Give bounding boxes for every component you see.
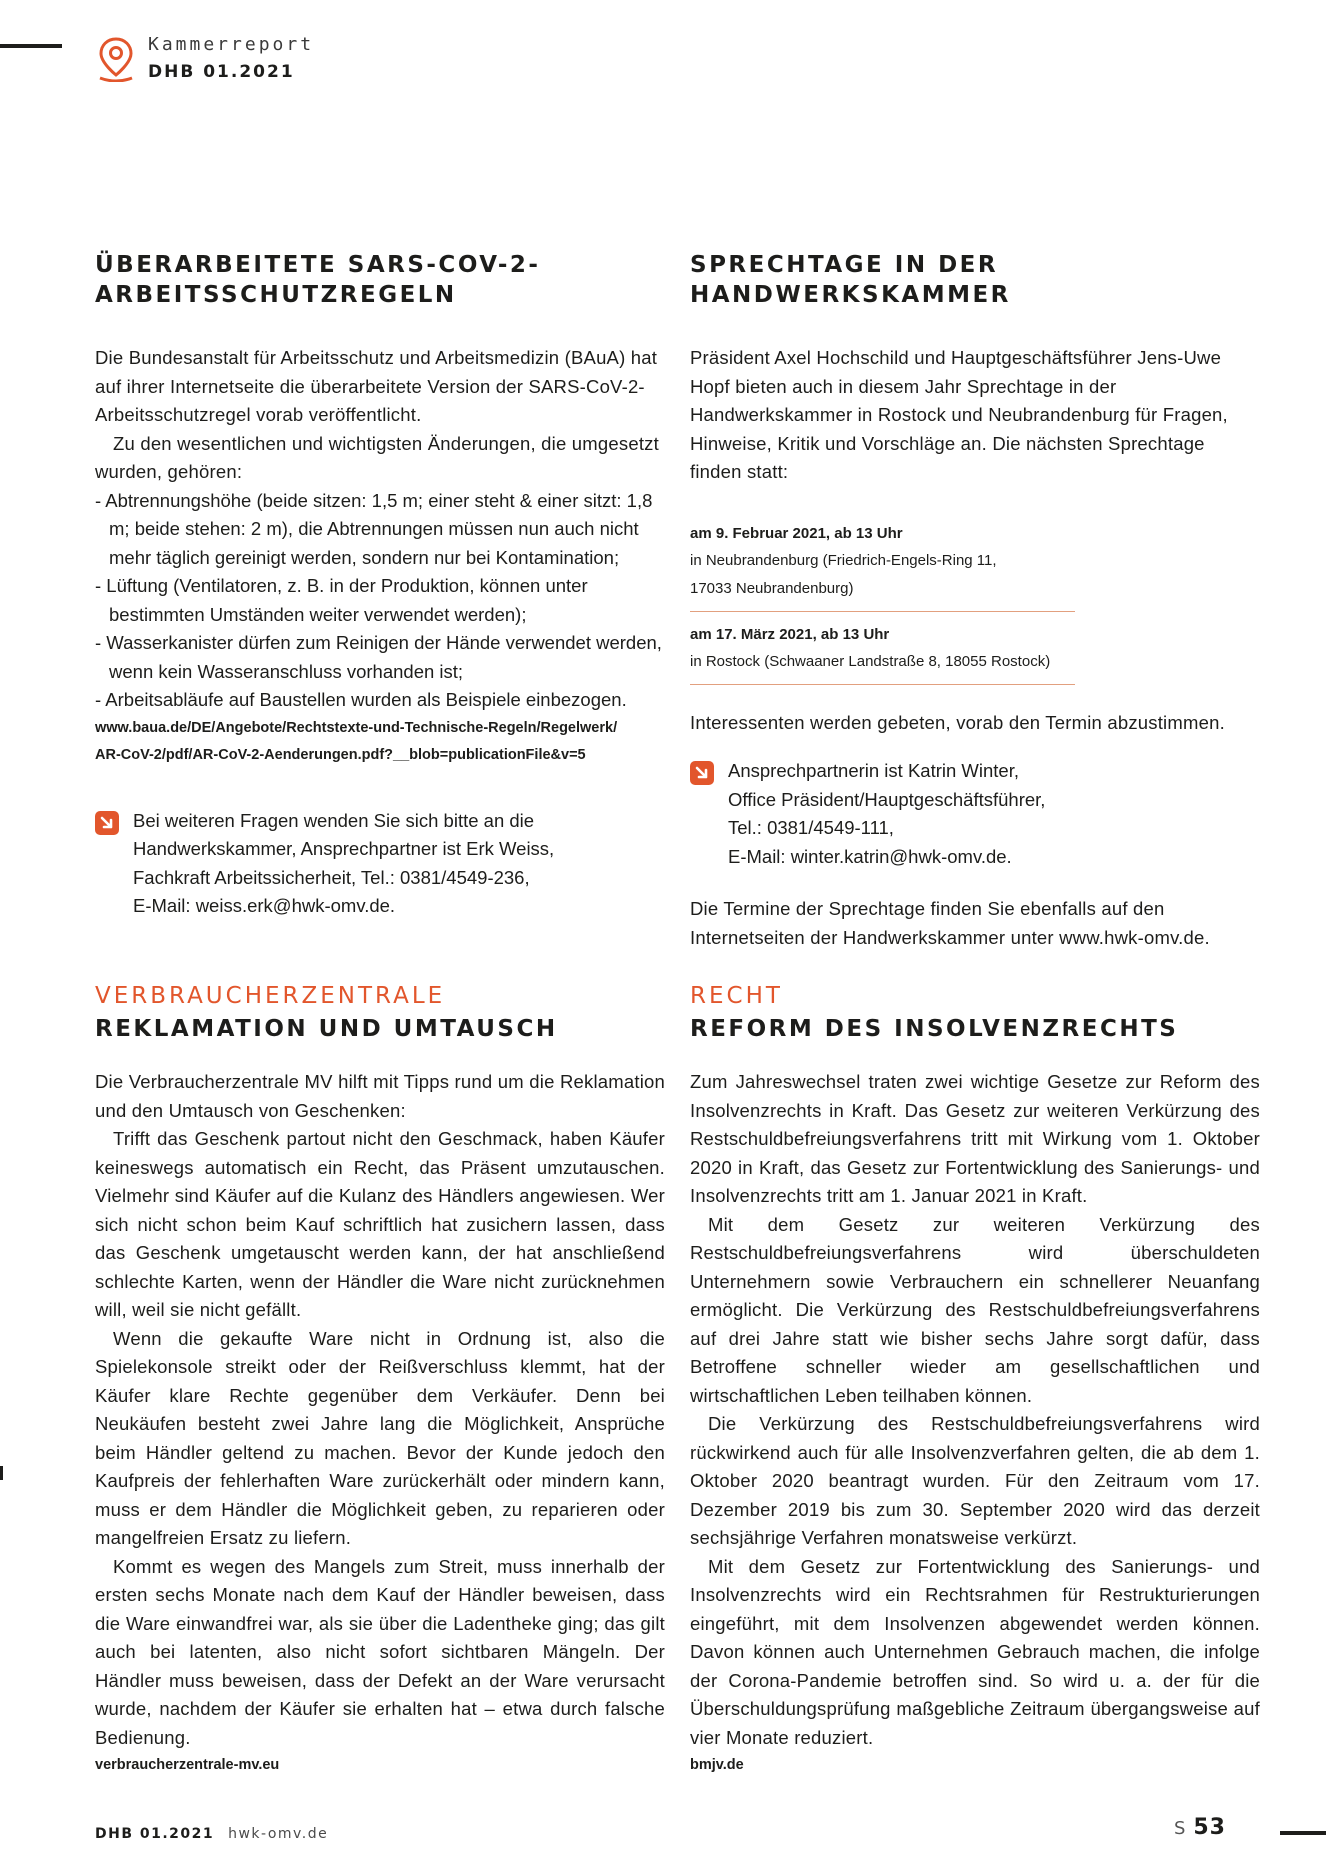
note-line: Office Präsident/Hauptgeschäftsführer, [728, 788, 1046, 810]
article-intro: Die Bundesanstalt für Arbeitsschutz und Arbeitsmedizin (BAuA) hat auf ihrer Internetseite die überarbeitete Version der SARS-CoV-2-Arbeitsschutzregel vorab veröffentlicht. [95, 347, 658, 425]
article-intro: Präsident Axel Hochschild und Hauptgeschäftsführer Jens-Uwe Hopf bieten auch in diesem Jahr Sprechtage in der Handwerkskammer in Rostock und Neubrandenburg für Fragen, Hinweise, Kritik und Vorschläge an. Die nächsten Sprechtage finden statt: [690, 347, 1228, 482]
note-line: Fachkraft Arbeitssicherheit, Tel.: 0381/4549-236, [133, 866, 530, 888]
article-title: REFORM DES INSOLVENZRECHTS [690, 1016, 1179, 1042]
section-label: Kammerreport [148, 34, 315, 55]
note-line: E-Mail: weiss.erk@hwk-omv.de. [133, 895, 396, 916]
date-when: am 17. März 2021, ab 13 Uhr [690, 625, 890, 643]
source-link[interactable]: bmjv.de [690, 1757, 744, 1773]
arrow-box-icon [95, 811, 119, 835]
article-sprechtage [690, 250, 1260, 952]
date-where: in Neubrandenburg (Friedrich-Engels-Ring 11, [690, 551, 997, 569]
article-kicker: VERBRAUCHERZENTRALE [95, 983, 446, 1009]
list-item: - Arbeitsabläufe auf Baustellen wurden als Beispiele einbezogen. [95, 689, 627, 710]
issue-label: DHB 01.2021 [148, 62, 295, 82]
contact-note [95, 807, 665, 921]
article-paragraph: Zu den wesentlichen und wichtigsten Änderungen, die umgesetzt wurden, gehören: [95, 432, 659, 482]
article-paragraph: Zum Jahreswechsel traten zwei wichtige Gesetze zur Reform des Insolvenzrechts in Kraft. Das Gesetz zur weiteren Verkürzung des Restschuldbefreiungsverfahrens tritt mit Wirkung vom 1. Oktober 2020 in Kraft, das Gesetz zur Fortentwicklung des Sanierungs- und Insolvenzrechts tritt am 1. Januar 2021 in Kraft. [690, 1071, 1260, 1206]
footer-issue: DHB 01.2021 [95, 1826, 215, 1842]
footer-left [95, 1826, 328, 1842]
page-number [1174, 1815, 1226, 1840]
article-paragraph: Die Verbraucherzentrale MV hilft mit Tipps rund um die Reklamation und den Umtausch von Geschenken: [95, 1071, 665, 1121]
header-rule [0, 44, 62, 48]
list-item: - Abtrennungshöhe (beide sitzen: 1,5 m; einer steht & einer sitzt: 1,8 m; beide stehen: 2 m), die Abtrennungen müssen nun auch nicht mehr täglich gereinigt werden, sondern nur bei Kontamination; [95, 489, 653, 568]
article-verbraucherzentrale [95, 980, 665, 1779]
article-paragraph: Die Verkürzung des Restschuldbefreiungsverfahrens wird rückwirkend auch für alle Insolvenzverfahren gelten, die ab dem 1. Oktober 2020 beantragt wurden. Für den Zeitraum vom 17. Dezember 2019 bis zum 30. September 2020 wird das derzeit sechsjährige Verfahren monatsweise verkürzt. [690, 1413, 1260, 1548]
page-number-value: 53 [1193, 1815, 1226, 1840]
note-line: Tel.: 0381/4549-111, [728, 817, 894, 838]
request-text: Interessenten werden gebeten, vorab den Termin abzustimmen. [690, 711, 1225, 733]
date-when: am 9. Februar 2021, ab 13 Uhr [690, 524, 903, 542]
source-link[interactable]: verbraucherzentrale-mv.eu [95, 1757, 280, 1773]
footer-rule [1280, 1831, 1326, 1835]
dates-list [690, 517, 1075, 685]
note-line: Ansprechpartnerin ist Katrin Winter, [728, 760, 1019, 781]
note-line: Handwerkskammer, Ansprechpartner ist Erk Weiss, [133, 838, 555, 859]
margin-mark [0, 1466, 3, 1480]
article-paragraph: Trifft das Geschenk partout nicht den Geschmack, haben Käufer keineswegs automatisch ein Recht, das Präsent umzutauschen. Vielmehr sind Käufer auf die Kulanz des Händlers angewiesen. Wer sich nicht schon beim Kauf schriftlich hat zusichern lassen, dass das Geschenk umgetauscht werden kann, der hat anschließend schlechte Karten, wenn der Händler die Ware nicht zurücknehmen will, weil sie nicht gefällt. [95, 1128, 665, 1320]
article-paragraph: Wenn die gekaufte Ware nicht in Ordnung ist, also die Spielekonsole streikt oder der Reißverschluss klemmt, hat der Käufer klare Rechte gegenüber dem Verkäufer. Denn bei Neukäufen besteht zwei Jahre lang die Möglichkeit, Ansprüche beim Händler geltend zu machen. Bevor der Kunde jedoch den Kaufpreis der fehlerhaften Ware zurückerhält oder mindern kann, muss er dem Händler die Möglichkeit geben, zu reparieren oder mangelfreien Ersatz zu liefern. [95, 1327, 665, 1548]
footer-site[interactable]: hwk-omv.de [228, 1826, 329, 1842]
location-pin-icon [96, 36, 136, 82]
page-prefix: S [1173, 1818, 1188, 1839]
contact-note [690, 757, 1260, 871]
article-title: REKLAMATION UND UMTAUSCH [95, 1016, 558, 1042]
source-link[interactable]: www.baua.de/DE/Angebote/Rechtstexte-und-Technische-Regeln/Regelwerk/ AR-CoV-2/pdf/AR-CoV-2-Aenderungen.pdf?__blob=publicationFile&v=5 [95, 719, 618, 763]
article-title: ÜBERARBEITETE SARS-COV-2- ARBEITSSCHUTZREGELN [95, 252, 541, 308]
list-item: - Wasserkanister dürfen zum Reinigen der Hände verwendet werden, wenn kein Wasseranschluss vorhanden ist; [95, 632, 662, 682]
date-entry [690, 618, 1075, 685]
article-kicker: RECHT [690, 983, 783, 1009]
note-line: Bei weiteren Fragen wenden Sie sich bitte an die [133, 809, 535, 831]
article-title: SPRECHTAGE IN DER HANDWERKSKAMMER [690, 252, 1011, 308]
article-paragraph: Mit dem Gesetz zur Fortentwicklung des Sanierungs- und Insolvenzrechts wird ein Rechtsrahmen für Restrukturierungen eingeführt, mit dem Insolvenzen abgewendet werden können. Davon können auch Unternehmen Gebrauch machen, die infolge der Corona-Pandemie betroffen sind. So wird u. a. der für die Überschuldungsprüfung maßgebliche Zeitraum übergangsweise auf vier Monate reduziert. [690, 1555, 1260, 1748]
article-sars-cov2 [95, 250, 665, 921]
note-line: E-Mail: winter.katrin@hwk-omv.de. [728, 845, 1012, 867]
date-where: 17033 Neubrandenburg) [690, 579, 854, 597]
article-insolvenzrecht [690, 980, 1260, 1779]
arrow-box-icon [690, 761, 714, 785]
date-entry [690, 517, 1075, 612]
date-where: in Rostock (Schwaaner Landstraße 8, 18055 Rostock) [690, 652, 1051, 670]
closing-text: Die Termine der Sprechtage finden Sie ebenfalls auf den Internetseiten der Handwerkskammer unter www.hwk-omv.de. [690, 898, 1210, 948]
change-list [95, 487, 665, 715]
list-item: - Lüftung (Ventilatoren, z. B. in der Produktion, können unter bestimmten Umständen weiter verwendet werden); [95, 575, 588, 625]
article-paragraph: Mit dem Gesetz zur weiteren Verkürzung des Restschuldbefreiungsverfahrens wird überschuldeten Unternehmern sowie Verbrauchern ein schnellerer Neuanfang ermöglicht. Die Verkürzung des Restschuldbefreiungsverfahrens auf drei Jahre statt wie bisher sechs Jahre sorgt dafür, dass Betroffene schneller wieder am gesellschaftlichen und wirtschaftlichen Leben teilhaben können. [690, 1213, 1260, 1406]
article-paragraph: Kommt es wegen des Mangels zum Streit, muss innerhalb der ersten sechs Monate nach dem Kauf der Händler beweisen, dass die Ware einwandfrei war, als sie über die Ladentheke ging; das gilt auch bei latenten, also nicht sofort sichtbaren Mängeln. Der Händler muss beweisen, dass der Defekt an der Ware verursacht wurde, nachdem der Käufer sie erhalten hat – etwa durch falsche Bedienung. [95, 1555, 665, 1748]
